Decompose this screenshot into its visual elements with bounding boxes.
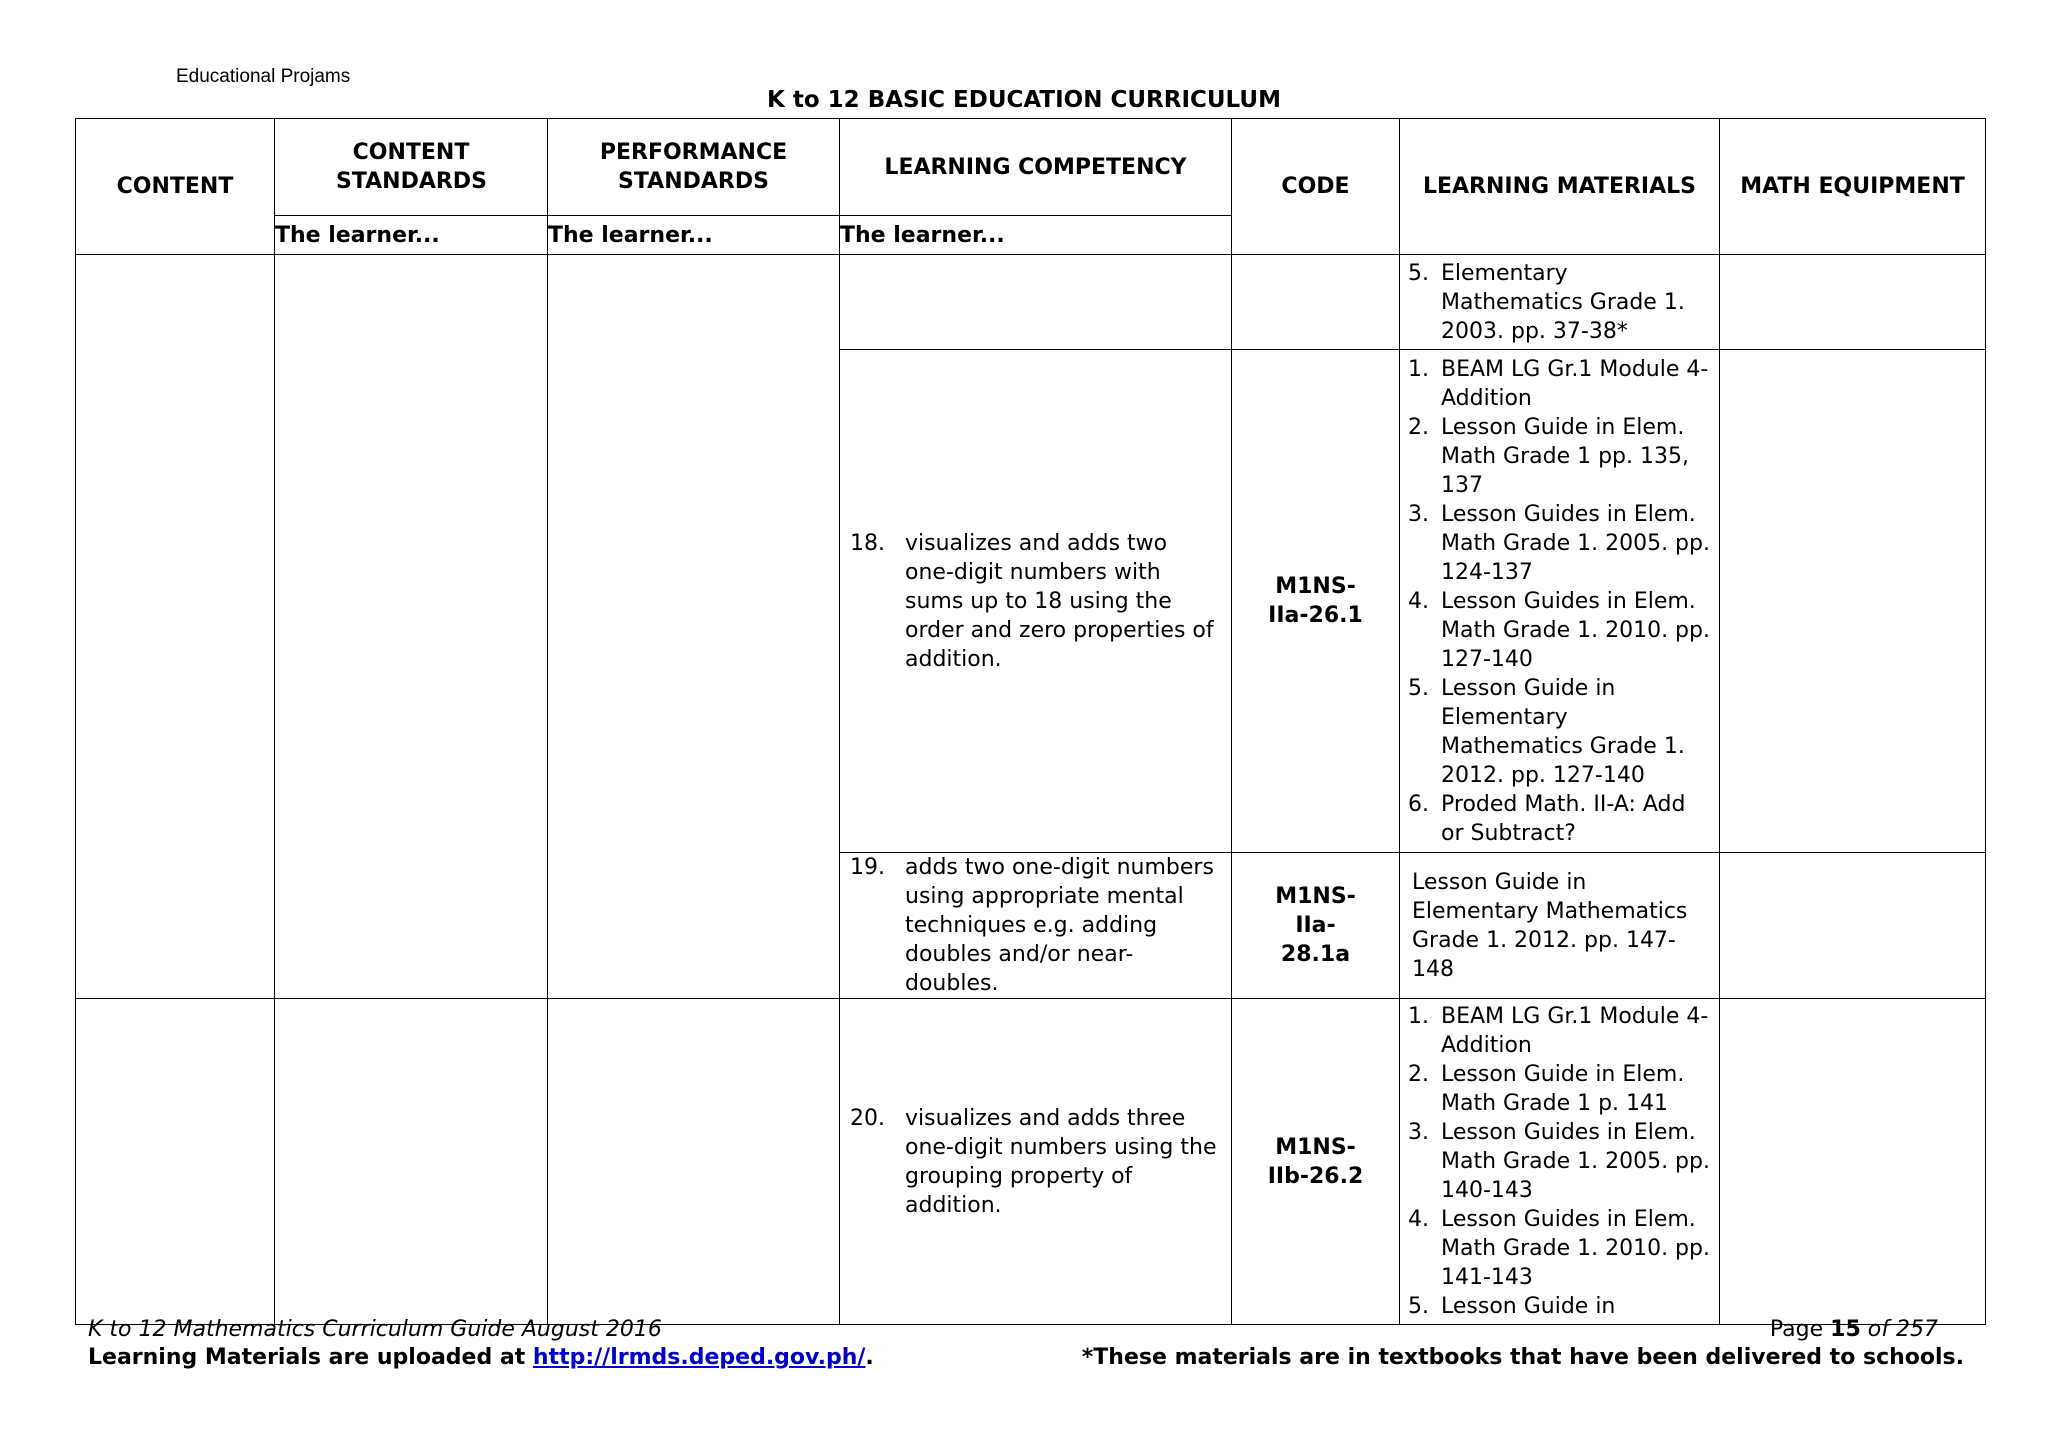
list-item: 5. Lesson Guide in Elementary Mathematics Grade 1. 2012. pp. 127-140: [1408, 675, 1685, 788]
list-item: 4. Lesson Guides in Elem. Math Grade 1. 2010. pp. 127-140: [1408, 588, 1710, 672]
subheader-content-standards: The learner...: [275, 216, 548, 255]
cell-materials: [1400, 255, 1720, 350]
curriculum-table: [75, 118, 1986, 1325]
table-row: [76, 255, 1986, 350]
footer-guide-title: K to 12 Mathematics Curriculum Guide August 2016: [88, 1317, 662, 1342]
col-header-learning-materials: LEARNING MATERIALS: [1400, 119, 1720, 255]
cell-competency: 20. visualizes and adds three one-digit numbers using the grouping property of addition.: [840, 999, 1232, 1325]
cell-code: M1NS-IIa-26.1: [1232, 350, 1400, 853]
cell-equipment: [1720, 853, 1986, 999]
col-header-content-standards: CONTENT STANDARDS: [275, 119, 548, 216]
list-item: 3. Lesson Guides in Elem. Math Grade 1. 2005. pp. 124-137: [1408, 501, 1710, 585]
cell-code: [1232, 255, 1400, 350]
cell-content: [76, 999, 275, 1325]
table-row: [76, 999, 1986, 1325]
cell-competency: 18. visualizes and adds two one-digit numbers with sums up to 18 using the order and zero properties of addition.: [840, 350, 1232, 853]
cell-performance-standards: [548, 255, 840, 999]
header-row: [76, 119, 1986, 216]
subheader-learning-competency: The learner...: [840, 216, 1232, 255]
cell-performance-standards: [548, 999, 840, 1325]
list-item: 4. Lesson Guides in Elem. Math Grade 1. 2010. pp. 141-143: [1408, 1207, 1710, 1290]
cell-equipment: [1720, 350, 1986, 853]
cell-materials: Lesson Guide in Elementary Mathematics Grade 1. 2012. pp. 147-148: [1400, 853, 1720, 999]
list-item: 5. Lesson Guide in: [1408, 1294, 1616, 1319]
subheader-performance-standards: The learner...: [548, 216, 840, 255]
document-title: K to 12 BASIC EDUCATION CURRICULUM: [767, 87, 1281, 113]
col-header-code: CODE: [1232, 119, 1400, 255]
col-header-learning-competency: LEARNING COMPETENCY: [840, 119, 1232, 216]
cell-content-standards: [275, 999, 548, 1325]
lrmds-link[interactable]: http://lrmds.deped.gov.ph/: [532, 1345, 866, 1370]
corner-note: Educational Projams: [176, 66, 351, 87]
list-item: 2. Lesson Guide in Elem. Math Grade 1 pp. 135, 137: [1408, 414, 1689, 498]
cell-equipment: [1720, 255, 1986, 350]
list-item: 2. Lesson Guide in Elem. Math Grade 1 p. 141: [1408, 1062, 1685, 1116]
cell-equipment: [1720, 999, 1986, 1325]
footer-right: [1082, 1316, 1964, 1372]
col-header-math-equipment: MATH EQUIPMENT: [1720, 119, 1986, 255]
cell-materials: [1400, 999, 1720, 1325]
cell-materials: [1400, 350, 1720, 853]
list-item: 1. BEAM LG Gr.1 Module 4- Addition: [1408, 356, 1709, 411]
cell-content: [76, 255, 275, 999]
col-header-performance-standards: PERFORMANCE STANDARDS: [548, 119, 840, 216]
footer-left: [88, 1316, 874, 1372]
list-item: 5. Elementary Mathematics Grade 1. 2003. pp. 37-38*: [1408, 260, 1685, 344]
cell-competency: [840, 255, 1232, 350]
cell-code: M1NS-IIb-26.2: [1232, 999, 1400, 1325]
cell-competency: 19. adds two one-digit numbers using appropriate mental techniques e.g. adding doubles and/or near-doubles.: [840, 853, 1232, 999]
cell-content-standards: [275, 255, 548, 999]
footer-textbook-note: *These materials are in textbooks that have been delivered to schools.: [1081, 1345, 1964, 1370]
list-item: 6. Proded Math. II-A: Add or Subtract?: [1408, 791, 1686, 846]
cell-code: M1NS-IIa-28.1a: [1232, 853, 1400, 999]
list-item: 3. Lesson Guides in Elem. Math Grade 1. 2005. pp. 140-143: [1408, 1120, 1710, 1203]
col-header-content: CONTENT: [76, 119, 275, 255]
list-item: 1. BEAM LG Gr.1 Module 4- Addition: [1408, 1004, 1709, 1058]
page-number: Page 15 of 257: [1769, 1317, 1938, 1342]
footer-upload-note: Learning Materials are uploaded at http://lrmds.deped.gov.ph/.: [88, 1345, 874, 1370]
